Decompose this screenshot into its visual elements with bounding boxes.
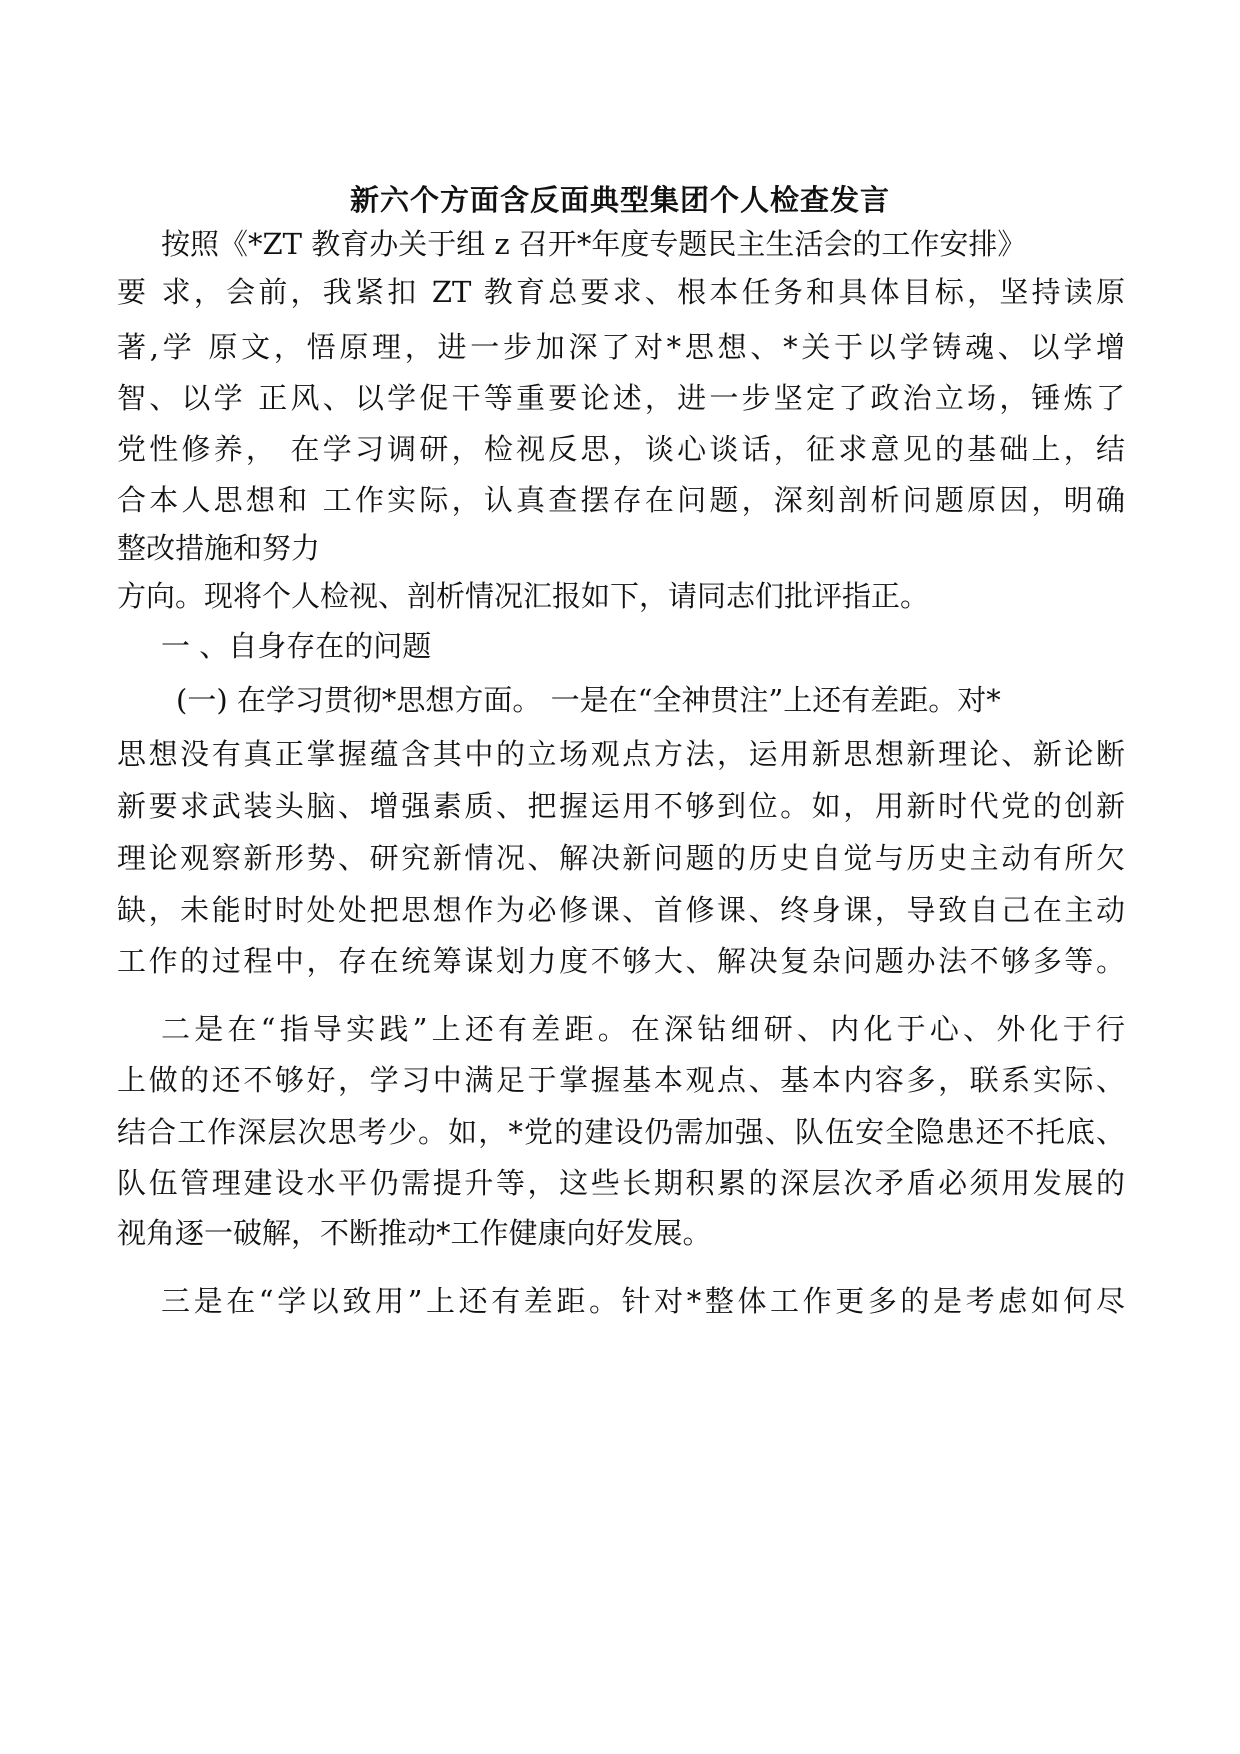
text-line: 工作的过程中，存在统筹谋划力度不够大、解决复杂问题办法不够多等。 <box>117 944 1125 978</box>
text-line: 要 求，会前，我紧扣 ZT 教育总要求、根本任务和具体目标，坚持读原 <box>117 275 1125 309</box>
document-title: 新六个方面含反面典型集团个人检查发言 <box>349 183 890 217</box>
text-line: 按照《*ZT 教育办关于组 z 召开*年度专题民主生活会的工作安排》 <box>161 227 1027 261</box>
text-line: (一) 在学习贯彻*思想方面。 一是在“全神贯注”上还有差距。对* <box>176 683 1001 717</box>
section-heading: 一 、自身存在的问题 <box>161 629 432 663</box>
text-line: 思想没有真正掌握蕴含其中的立场观点方法，运用新思想新理论、新论断 <box>117 737 1125 771</box>
text-line: 结合工作深层次思考少。如，*党的建设仍需加强、队伍安全隐患还不托底、 <box>117 1115 1125 1149</box>
text-line: 视角逐一破解，不断推动*工作健康向好发展。 <box>117 1216 712 1250</box>
text-line: 智、以学 正风、以学促干等重要论述，进一步坚定了政治立场，锤炼了 <box>117 381 1125 415</box>
text-line: 方向。现将个人检视、剖析情况汇报如下，请同志们批评指正。 <box>117 579 930 613</box>
text-line: 队伍管理建设水平仍需提升等，这些长期积累的深层次矛盾必须用发展的 <box>117 1166 1125 1200</box>
text-line: 整改措施和努力 <box>117 531 321 565</box>
text-line: 党性修养， 在学习调研，检视反思，谈心谈话，征求意见的基础上，结 <box>117 432 1125 466</box>
text-line: 理论观察新形势、研究新情况、解决新问题的历史自觉与历史主动有所欠 <box>117 841 1125 875</box>
text-line: 著,学 原文，悟原理，进一步加深了对*思想、*关于以学铸魂、以学增 <box>117 330 1125 364</box>
text-line: 三是在“学以致用”上还有差距。针对*整体工作更多的是考虑如何尽 <box>161 1284 1125 1318</box>
text-line: 缺，未能时时处处把思想作为必修课、首修课、终身课，导致自己在主动 <box>117 893 1125 927</box>
text-line: 合本人思想和 工作实际，认真查摆存在问题，深刻剖析问题原因，明确 <box>117 483 1125 517</box>
text-line: 二是在“指导实践”上还有差距。在深钻细研、内化于心、外化于行 <box>161 1012 1125 1046</box>
text-line: 新要求武装头脑、增强素质、把握运用不够到位。如，用新时代党的创新 <box>117 789 1125 823</box>
text-line: 上做的还不够好，学习中满足于掌握基本观点、基本内容多，联系实际、 <box>117 1063 1125 1097</box>
